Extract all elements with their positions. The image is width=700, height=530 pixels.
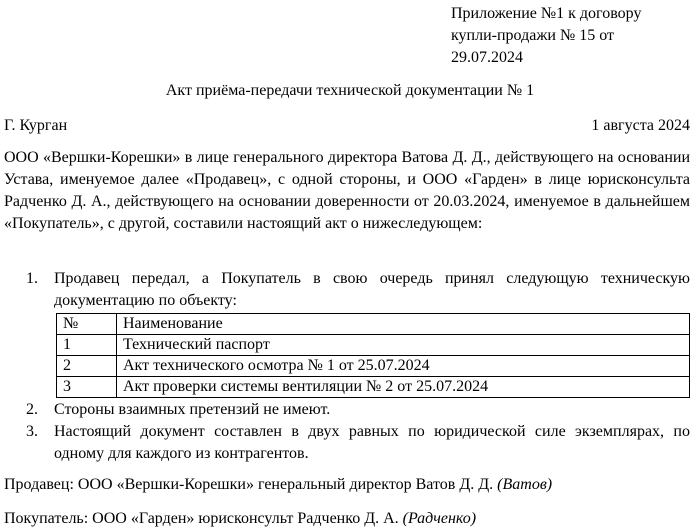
intro-paragraph: ООО «Вершки-Корешки» в лице генерального директора Ватова Д. Д., действующего на основании Устава, именуемое далее «Продавец», с одной стороны, и ООО «Гарден» в лице юрисконсульта Радченко Д. А., действующего на основании доверенности от 20.03.2024, именуемое в дальнейшем «Покупатель», с другой, составили настоящий акт о нижеследующем: [4,149,690,232]
list-item-text: Продавец передал, а Покупатель в свою очередь принял следующую техническую документацию по объекту: [54,270,690,309]
header-number: № [57,314,117,335]
document-title: Акт приёма-передачи технической документации № 1 [165,82,535,99]
list-item [4,421,690,465]
city: Г. Курган [4,117,68,134]
appendix-line-1: Приложение №1 к договору [451,5,642,22]
row-name: Акт технического осмотра № 1 от 25.07.2024 [117,356,690,377]
seller-signature-text: Продавец: ООО «Вершки-Корешки» генеральный директор Ватов Д. Д. [4,476,494,493]
table-row [57,335,690,356]
buyer-signature: (Радченко) [402,510,477,527]
seller-signature-line [4,474,552,496]
seller-signature: (Ватов) [497,476,553,493]
buyer-signature-line [4,508,476,530]
document-date: 1 августа 2024 [591,117,690,134]
list-item-number: 2. [26,401,38,418]
row-name: Акт проверки системы вентиляции № 2 от 25.07.2024 [117,377,690,398]
header-name: Наименование [117,314,690,335]
appendix-line-3: 29.07.2024 [451,49,523,66]
list-item-number: 1. [26,270,38,287]
row-number: 3 [57,377,117,398]
place-date-line [4,115,690,137]
list-item-text: Настоящий документ составлен в двух равных по юридической силе экземплярах, по одному для каждого из контрагентов. [54,423,690,462]
appendix-note [451,3,690,69]
list-item [4,268,690,312]
table-row [57,356,690,377]
table-header-row [57,314,690,335]
row-name: Технический паспорт [117,335,690,356]
row-number: 2 [57,356,117,377]
buyer-signature-text: Покупатель: ООО «Гарден» юрисконсульт Радченко Д. А. [4,510,399,527]
appendix-line-2: купли-продажи № 15 от [451,27,614,44]
documents-table [56,313,690,398]
list-item [4,399,690,421]
list-item-text: Стороны взаимных претензий не имеют. [54,401,331,418]
table-row [57,377,690,398]
row-number: 1 [57,335,117,356]
list-item-number: 3. [26,423,38,440]
numbered-list [4,268,690,465]
